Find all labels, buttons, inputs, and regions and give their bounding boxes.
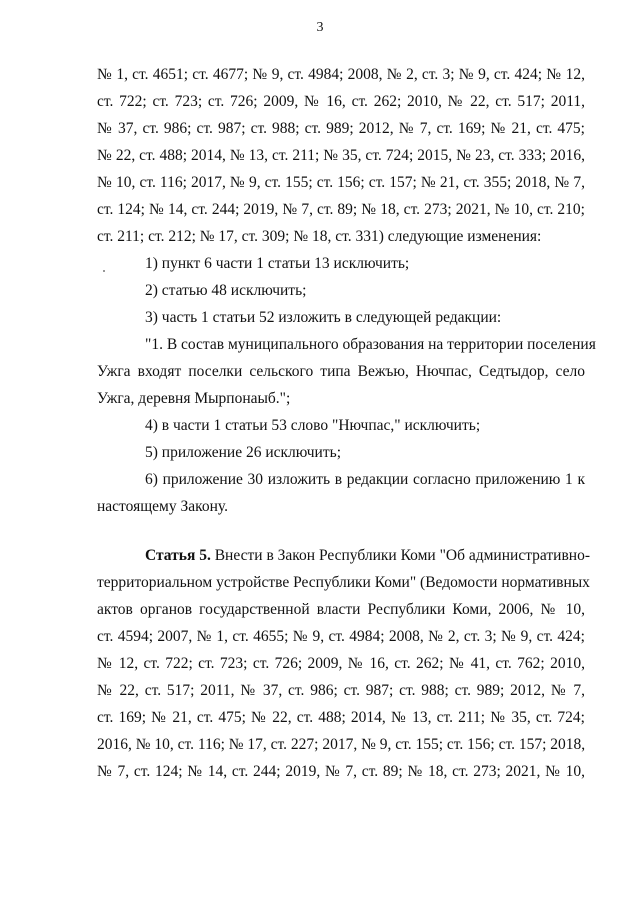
quote-line: "1. В состав муниципального образования на территории поселения [145,336,596,353]
paragraph-line: № 7, ст. 124; № 14, ст. 244; 2019, № 7, ст. 89; № 18, ст. 273; 2021, № 10, [97,763,585,780]
list-item: 1) пункт 6 части 1 статьи 13 исключить; [145,255,410,272]
paragraph-line: ст. 124; № 14, ст. 244; 2019, № 7, ст. 89; № 18, ст. 273; 2021, № 10, ст. 210; [97,201,585,218]
paragraph-line: территориальном устройстве Республики Коми" (Ведомости нормативных [97,574,590,591]
paragraph-line: ст. 169; № 21, ст. 475; № 22, ст. 488; 2014, № 13, ст. 211; № 35, ст. 724; [97,709,585,726]
paragraph-line: 2016, № 10, ст. 116; № 17, ст. 227; 2017, № 9, ст. 155; ст. 156; ст. 157; 2018, [97,736,586,753]
paragraph-line: ст. 4594; 2007, № 1, ст. 4655; № 9, ст. 4984; 2008, № 2, ст. 3; № 9, ст. 424; [97,628,585,645]
paragraph-line: № 22, ст. 488; 2014, № 13, ст. 211; № 35, ст. 724; 2015, № 23, ст. 333; 2016, [97,147,585,164]
paragraph-line: № 22, ст. 517; 2011, № 37, ст. 986; ст. 987; ст. 988; ст. 989; 2012, № 7, [97,682,585,699]
paragraph-line: № 37, ст. 986; ст. 987; ст. 988; ст. 989; 2012, № 7, ст. 169; № 21, ст. 475; [97,120,585,137]
list-item: настоящему Закону. [97,498,228,515]
list-item: 4) в части 1 статьи 53 слово "Нючпас," исключить; [145,417,481,434]
list-item: 2) статью 48 исключить; [145,282,307,299]
paragraph-line: № 12, ст. 722; ст. 723; ст. 726; 2009, № 16, ст. 262; № 41, ст. 762; 2010, [97,655,585,672]
article-text: Внести в Закон Республики Коми "Об административно- [214,547,590,564]
quote-line: Ужга, деревня Мырпонаыб."; [97,390,291,407]
paragraph-line: ст. 211; ст. 212; № 17, ст. 309; № 18, ст. 331) следующие изменения: [97,228,542,245]
paragraph-line: № 10, ст. 116; 2017, № 9, ст. 155; ст. 156; ст. 157; № 21, ст. 355; 2018, № 7, [97,174,585,191]
scan-dot [103,270,105,272]
quote-line: Ужга входят поселки сельского типа Вежъю, Нючпас, Седтыдор, село [97,363,585,380]
list-item: 5) приложение 26 исключить; [145,444,341,461]
article-heading-line [145,547,590,565]
list-item: 3) часть 1 статьи 52 изложить в следующей редакции: [145,309,502,326]
page-number: 3 [316,20,324,35]
paragraph-line: актов органов государственной власти Республики Коми, 2006, № 10, [97,601,585,618]
article-label: Статья 5. [145,547,211,564]
list-item: 6) приложение 30 изложить в редакции согласно приложению 1 к [145,471,585,488]
paragraph-line: ст. 722; ст. 723; ст. 726; 2009, № 16, ст. 262; 2010, № 22, ст. 517; 2011, [97,93,585,110]
paragraph-line: № 1, ст. 4651; ст. 4677; № 9, ст. 4984; 2008, № 2, ст. 3; № 9, ст. 424; № 12, [97,66,585,83]
